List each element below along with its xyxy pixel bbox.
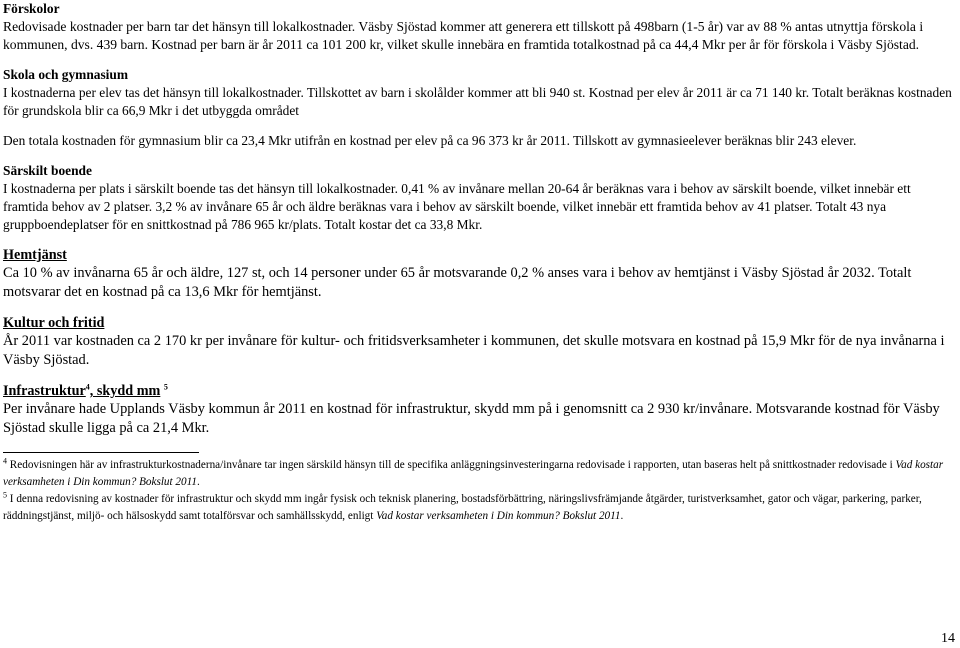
heading-kultur-label: Kultur och fritid bbox=[3, 315, 105, 331]
footnote-text: I denna redovisning av kostnader för infrastruktur och skydd mm ingår fysisk och teknisk planering, bostadsförbättring, näringslivsfrämjande åtgärder, turistverksamhet, gator och vägar, parkering, parker, räddningstjänst, miljö- och hälsoskydd samt totalförsvar och samhällsskydd, enligt bbox=[3, 493, 922, 522]
footnote-divider bbox=[3, 452, 199, 453]
section-skola bbox=[3, 66, 957, 150]
text-hemtjanst: Ca 10 % av invånarna 65 år och äldre, 127 st, och 14 personer under 65 år motsvarande 0,2 % anses vara i behov av hemtjänst i Väsby Sjöstad år 2032. Totalt motsvarar det en kostnad på ca 13,6 Mkr för hemtjänst. bbox=[3, 265, 912, 300]
section-kultur bbox=[3, 314, 957, 370]
section-infra bbox=[3, 382, 957, 438]
footnote-mark: 4 bbox=[3, 456, 7, 466]
text-skola-1: I kostnaderna per elev tas det hänsyn till lokalkostnader. Tillskottet av barn i skolålder kommer att bli 940 st. Kostnad per elev år 2011 är ca 71 140 kr. Totalt beräknas kostnaden för grundskola blir ca 66,9 Mkr i det utbyggda området bbox=[3, 85, 952, 118]
footnote-tail: . bbox=[196, 475, 200, 488]
heading-infra bbox=[3, 382, 957, 400]
footnote-tail: . bbox=[620, 509, 624, 522]
text-infra: Per invånare hade Upplands Väsby kommun år 2011 en kostnad för infrastruktur, skydd mm på i genomsnitt ca 2 930 kr/invånare. Motsvarande kostnad för Väsby Sjöstad skulle ligga på ca 21,4 Mkr. bbox=[3, 401, 940, 436]
heading-infra-label-b: , skydd mm bbox=[89, 383, 161, 399]
footnote-ref-4[interactable]: 4 bbox=[85, 382, 90, 392]
footnote-text: Redovisningen här av infrastrukturkostnaderna/invånare tar ingen särskild hänsyn till de specifika anläggningsinvesteringarna redovisade i rapporten, utan baseras helt på snittkostnader redovisade i bbox=[7, 459, 896, 471]
page-number: 14 bbox=[941, 631, 955, 646]
heading-hemtjanst bbox=[3, 246, 957, 264]
section-boende bbox=[3, 162, 957, 234]
footnote-source: Vad kostar verksamheten i Din kommun? Bokslut 2011 bbox=[3, 459, 944, 488]
footnote-ref-5[interactable]: 5 bbox=[163, 382, 168, 392]
heading-infra-label-a: Infrastruktur bbox=[3, 383, 86, 399]
heading-kultur bbox=[3, 314, 957, 332]
text-skola-2: Den totala kostnaden för gymnasium blir ca 23,4 Mkr utifrån en kostnad per elev på ca 96 373 kr år 2011. Tillskott av gymnasieelever beräknas blir 243 elever. bbox=[3, 133, 857, 148]
footnote-4 bbox=[3, 457, 957, 490]
text-kultur: År 2011 var kostnaden ca 2 170 kr per invånare för kultur- och fritidsverksamheter i kommunen, det skulle motsvara en kostnad på 15,9 Mkr för de nya invånarna i Väsby Sjöstad. bbox=[3, 333, 945, 368]
text-boende: I kostnaderna per plats i särskilt boende tas det hänsyn till lokalkostnader. 0,41 % av invånare mellan 20-64 år beräknas vara i behov av särskilt boende, vilket innebär ett framtida behov av 2 platser. 3,2 % av invånare 65 år och äldre beräknas vara i behov av särskilt boende, vilket innebär ett framtida behov av 41 platser. Totalt 43 nya gruppboendeplatser för en snittkostnad på 786 965 kr/plats. Totalt kostar det ca 33,8 Mkr. bbox=[3, 181, 911, 232]
section-forskola bbox=[3, 0, 957, 54]
heading-hemtjanst-label: Hemtjänst bbox=[3, 247, 67, 263]
text-forskola: Redovisade kostnader per barn tar det hänsyn till lokalkostnader. Väsby Sjöstad kommer att generera ett tillskott på 498barn (1-5 år) var av 88 % antas utnyttja förskola i kommunen, dvs. 439 barn. Kostnad per barn är år 2011 ca 101 200 kr, vilket skulle innebära en framtida totalkostnad på ca 44,4 Mkr per år för förskola i Väsby Sjöstad. bbox=[3, 19, 924, 52]
footnote-5 bbox=[3, 491, 957, 524]
footnote-source: Vad kostar verksamheten i Din kommun? Bokslut 2011 bbox=[376, 509, 621, 522]
section-hemtjanst bbox=[3, 246, 957, 302]
heading-forskola: Förskolor bbox=[3, 1, 60, 16]
heading-boende: Särskilt boende bbox=[3, 163, 92, 178]
document-page bbox=[3, 0, 957, 525]
heading-skola: Skola och gymnasium bbox=[3, 67, 129, 82]
footnote-mark: 5 bbox=[3, 490, 7, 500]
